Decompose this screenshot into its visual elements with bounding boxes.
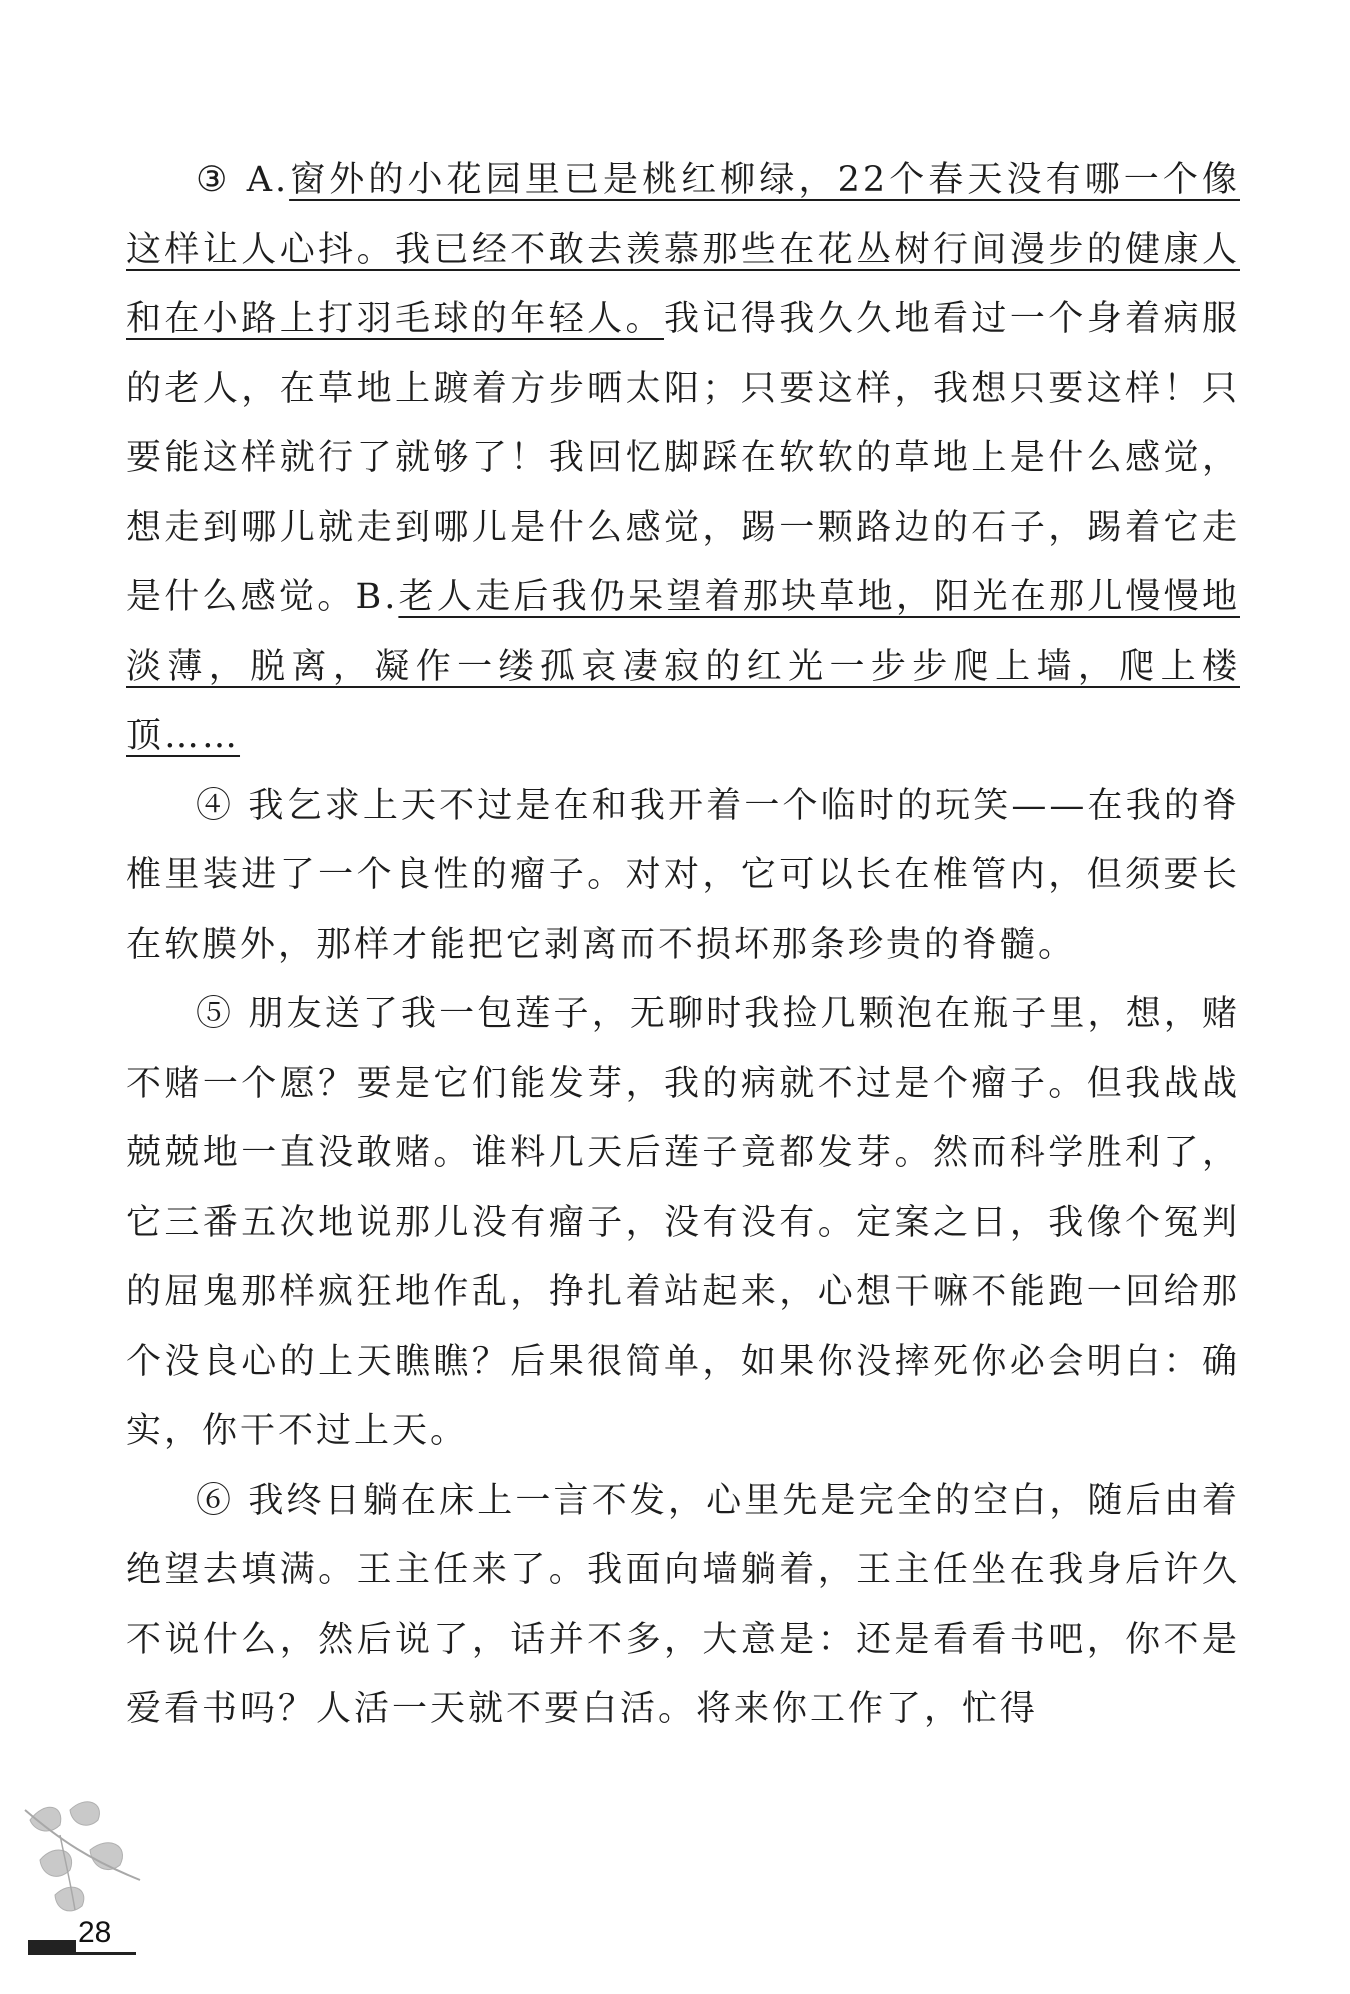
paragraph	[126, 772, 1240, 981]
underlined-text: 窗外的小花园里已是桃红柳绿，22个春天没有哪一个像这样让人心抖。我已经不敢去羡慕那些在花丛树行间漫步的健康人和在小路上打羽毛球的年轻人。	[126, 160, 1240, 339]
footer-mark	[28, 1940, 76, 1952]
page-body	[126, 146, 1240, 1745]
text-run: ④ 我乞求上天不过是在和我开着一个临时的玩笑——在我的脊椎里装进了一个良性的瘤子。对对，它可以长在椎管内，但须要长在软膜外，那样才能把它剥离而不损坏那条珍贵的脊髓。	[126, 785, 1240, 965]
paragraph	[126, 146, 1240, 772]
paragraph	[126, 980, 1240, 1467]
underlined-text: 老人走后我仍呆望着那块草地，阳光在那儿慢慢地淡薄，脱离，凝作一缕孤哀凄寂的红光一步步爬上墙，爬上楼顶……	[126, 577, 1240, 756]
paragraph	[126, 1467, 1240, 1745]
text-run: ⑥ 我终日躺在床上一言不发，心里先是完全的空白，随后由着绝望去填满。王主任来了。我面向墙躺着，王主任坐在我身后许久不说什么，然后说了，话并不多，大意是：还是看看书吧，你不是爱看书吗？人活一天就不要白活。将来你工作了，忙得	[126, 1480, 1240, 1729]
page-number: 28	[78, 1916, 112, 1949]
text-run: 我记得我久久地看过一个身着病服的老人，在草地上踱着方步晒太阳；只要这样，我想只要这样！只要能这样就行了就够了！我回忆脚踩在软软的草地上是什么感觉，想走到哪儿就走到哪儿是什么感觉，踢一颗路边的石子，踢着它走是什么感觉。B.	[126, 299, 1240, 617]
leaf-branch-icon	[20, 1790, 150, 1930]
text-run: ⑤ 朋友送了我一包莲子，无聊时我捡几颗泡在瓶子里，想，赌不赌一个愿？要是它们能发芽，我的病就不过是个瘤子。但我战战兢兢地一直没敢赌。谁料几天后莲子竟都发芽。然而科学胜利了，它三番五次地说那儿没有瘤子，没有没有。定案之日，我像个冤判的屈鬼那样疯狂地作乱，挣扎着站起来，心想干嘛不能跑一回给那个没良心的上天瞧瞧？后果很简单，如果你没摔死你必会明白：确实，你干不过上天。	[126, 994, 1240, 1451]
text-run: ③ A.	[196, 160, 290, 200]
footer-rule	[28, 1952, 136, 1955]
